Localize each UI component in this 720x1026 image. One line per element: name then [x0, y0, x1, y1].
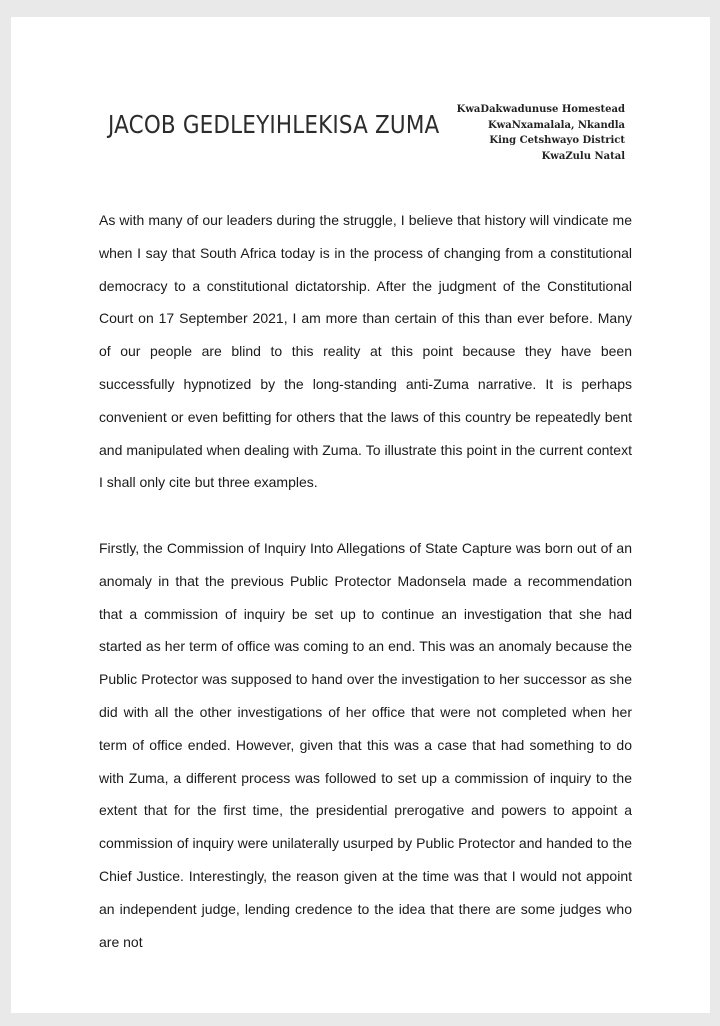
letterhead-address [457, 102, 625, 164]
address-line: KwaNxamalala, Nkandla [487, 119, 625, 131]
address-line: King Cetshwayo District [489, 135, 625, 146]
address-line: KwaDakwadunuse Homestead [456, 104, 625, 115]
document-page [11, 17, 710, 1013]
address-line: KwaZulu Natal [541, 150, 625, 162]
letterhead-name: JACOB GEDLEYIHLEKISA ZUMA [108, 110, 440, 139]
body-paragraph: As with many of our leaders during the struggle, I believe that history will vindicate me when I say that South Africa today is in the process of changing from a constitutional democracy to a constitutional dictatorship. After the judgment of the Constitutional Court on 17 September 2021, I am more than certain of this than ever before. Many of our people are blind to this reality at this point because they have been successfully hypnotized by the long-standing anti-Zuma narrative. It is perhaps convenient or even befitting for others that the laws of this country be repeatedly bent and manipulated when dealing with Zuma. To illustrate this point in the current context I shall only cite but three examples. [99, 212, 632, 491]
body-paragraph: Firstly, the Commission of Inquiry Into Allegations of State Capture was born out of an anomaly in that the previous Public Protector Madonsela made a recommendation that a commission of inquiry be set up to continue an investigation that she had started as her term of office was coming to an end. This was an anomaly because the Public Protector was supposed to hand over the investigation to her successor as she did with all the other investigations of her office that were not completed when her term of office ended. However, given that this was a case that had something to do with Zuma, a different process was followed to set up a commission of inquiry to the extent that for the first time, the presidential prerogative and powers to appoint a commission of inquiry were unilaterally usurped by Public Protector and handed to the Chief Justice. Interestingly, the reason given at the time was that I would not appoint an independent judge, lending credence to the idea that there are some judges who are not [99, 540, 632, 950]
